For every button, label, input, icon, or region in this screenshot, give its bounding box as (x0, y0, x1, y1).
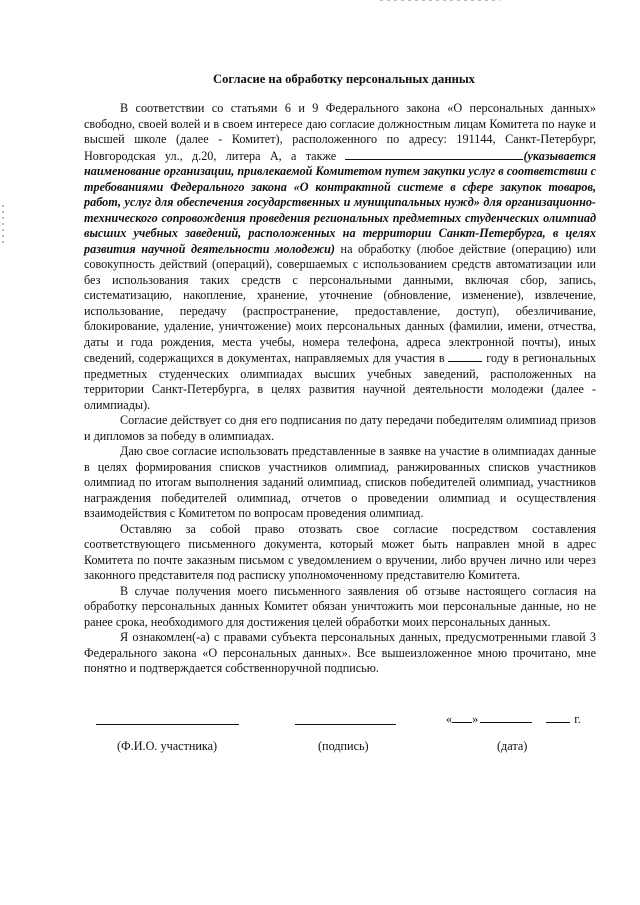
date-close-quote: » (472, 712, 479, 726)
paragraph-purpose: Даю свое согласие использовать представленные в заявке на участие в олимпиадах данные в целях формирования списков участников олимпиад, ранжированных списков участников олимпиад по итогам выполнения заданий олимпиад, списков победителей олимпиад, участников награждения победителей олимпиад, отчетов о проведении олимпиад и осуществления взаимодействия с Комитетом по вопросам проведения олимпиад. (84, 444, 596, 520)
date-label: (дата) (497, 739, 528, 753)
paragraph-acknowledgement: Я ознакомлен(-а) с правами субъекта персональных данных, предусмотренными главой 3 Федерального закона «О персональных данных». Все вышеизложенное мною прочитано, мне понятно и подтверждается собственноручной подписью. (84, 630, 596, 675)
paragraph-validity: Согласие действует со дня его подписания по дату передачи победителям олимпиад призов и дипломов за победу в олимпиадах. (84, 413, 596, 443)
date-year-blank (546, 711, 570, 723)
paragraph-withdrawal: Оставляю за собой право отозвать свое согласие посредством составления соответствующего письменного документа, который может быть направлен мной в адрес Комитета по почте заказным письмом с уведомлением о вручении, либо вручен лично или через законного представителя под расписку уполномоченному представителю Комитета. (84, 521, 596, 582)
date-open-quote: « (446, 712, 453, 726)
paragraph-consent (84, 101, 596, 413)
signature-label: (подпись) (318, 739, 369, 753)
paragraph-consent-scope: на обработку (любое действие (операцию) или совокупность действий (операций), совершаемых с использованием средств автоматизации или без использования таких средств с персональными данными, включая сбор, запись, систематизацию, накопление, хранение, уточнение (обновление, изменение), извлечение, использование, передачу (распространение, предоставление, доступ), обезличивание, блокирование, удаление, уничтожение) моих персональных данных (фамилии, имени, отчества, даты и года рождения, места учебы, номера телефона, адреса электронной почты), иных сведений, содержащихся в документах, направляемых для участия в (84, 241, 596, 365)
name-signature-line (96, 724, 239, 725)
paragraph-consent-start: В соответствии со статьями 6 и 9 Федерального закона «О персональных данных» свободно, своей волей и в своем интересе даю согласие должностным лицам Комитета по науке и высшей школе (далее - Комитет), расположенного по адресу: 191144, Санкт-Петербург, Новгородская ул., д.20, литера А, а также (84, 101, 596, 163)
document-body (84, 101, 596, 677)
name-label: (Ф.И.О. участника) (117, 739, 218, 753)
signature-line (295, 724, 396, 725)
year-suffix: г. (574, 712, 581, 726)
paragraph-destruction: В случае получения моего письменного заявления об отзыве настоящего согласия на обработку персональных данных Комитет обязан уничтожить мои персональные данные, но не ранее срока, необходимого для достижения целей обработки моих персональных данных. (84, 583, 596, 629)
year-blank (448, 350, 482, 362)
organization-blank (345, 148, 523, 160)
paragraph-consent-end: году в региональных предметных студенческих олимпиадах высших учебных заведений, расположенных на территории Санкт-Петербурга, в целях развития научной деятельности молодежи (далее - олимпиады). (84, 351, 597, 412)
scan-artifact (380, 0, 500, 1)
date-day-blank (452, 711, 472, 723)
organization-hint: (указывается наименование организации, привлекаемой Комитетом путем закупки услуг в соответствии с требованиями Федерального закона «О контрактной системе в сфере закупок товаров, работ, услуг для обеспечения государственных и муниципальных нужд» для организационно-технического сопровождения проведения региональных предметных студенческих олимпиад высших учебных заведений, расположенных на территории Санкт-Петербурга, в целях развития научной деятельности молодежи) (84, 148, 596, 256)
date-field (446, 711, 581, 727)
binding-mark (2, 205, 4, 245)
date-month-blank (480, 711, 532, 723)
document-title: Согласие на обработку персональных данных (213, 72, 475, 86)
